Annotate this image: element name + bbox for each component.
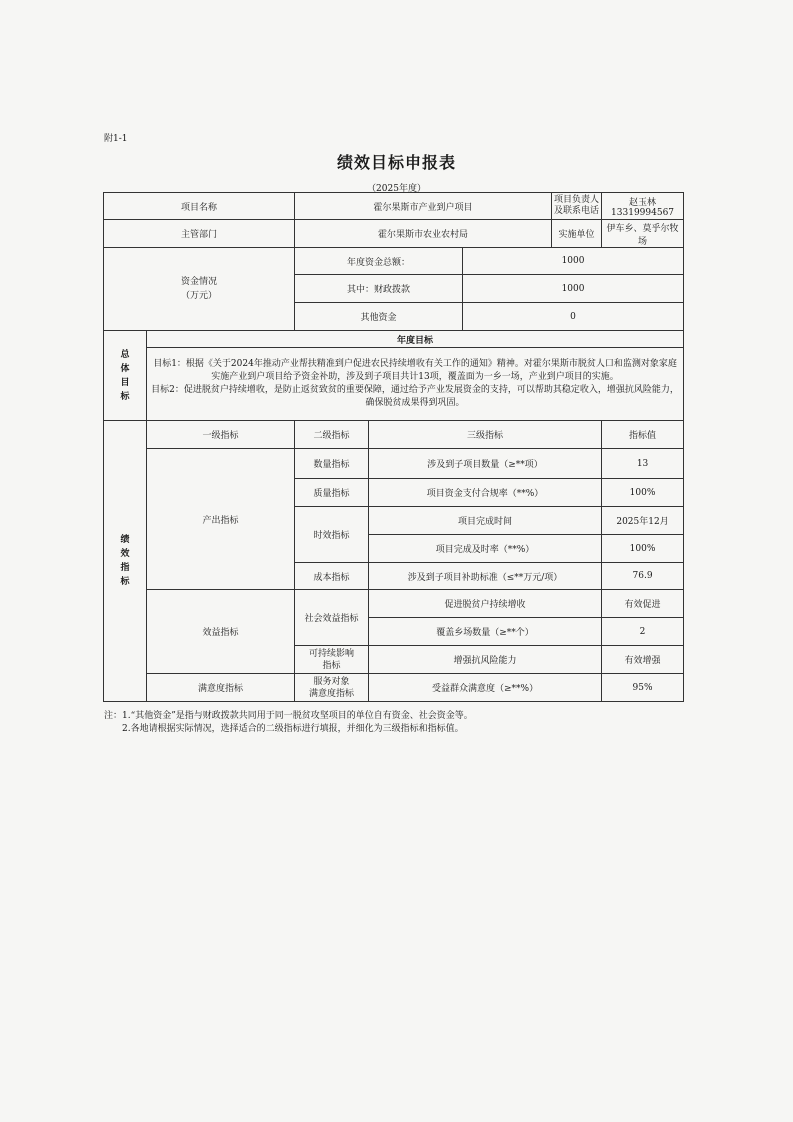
social-item-1: 促进脱贫户持续增收: [369, 590, 602, 618]
header-level1: 一级指标: [147, 421, 295, 449]
funds-row-total: [104, 248, 684, 275]
goals-text: [147, 348, 684, 421]
leader-label: 项目负责人及联系电话: [552, 193, 602, 220]
info-row-dept: [104, 220, 684, 248]
funds-total-label: 年度资金总额：: [295, 248, 463, 275]
indicators-label-text: 绩 效 指 标: [120, 535, 130, 587]
impl-label: 实施单位: [552, 220, 602, 248]
satisfaction-indicator-label: 满意度指标: [147, 674, 295, 702]
output-indicator-label: 产出指标: [147, 449, 295, 590]
service-item: 受益群众满意度（≥**%）: [369, 674, 602, 702]
goals-header-row: [104, 331, 684, 348]
funds-fiscal-label: 其中：财政拨款: [295, 275, 463, 303]
indicators-label: [104, 421, 147, 702]
goal-1-text: 目标1：根据《关于2024年推动产业帮扶精准到户促进农民持续增收有关工作的通知》精神。对霍尔果斯市脱贫人口和监测对象家庭实施产业到户项目给予资金补助，涉及到子项目共计13项，覆盖面为一乡一场，产业到户项目的实施。: [153, 359, 677, 382]
performance-target-table: [103, 192, 684, 702]
goals-text-row: [104, 348, 684, 421]
notes: [104, 710, 473, 736]
leader-value: 赵玉林13319994567: [602, 193, 684, 220]
header-level3: 三级指标: [369, 421, 602, 449]
indicator-row-quantity: [104, 449, 684, 479]
goal-2-text: 目标2：促进脱贫户持续增收，是防止返贫致贫的重要保障，通过给予产业发展资金的支持，可以帮助其稳定收入，增强抗风险能力，确保脱贫成果得到巩固。: [151, 385, 679, 408]
funds-label: [104, 248, 295, 331]
goals-header: 年度目标: [147, 331, 684, 348]
quality-value: 100%: [602, 479, 684, 507]
quality-item: 项目资金支付合规率（**%）: [369, 479, 602, 507]
social-item-2: 覆盖乡场数量（≥**个）: [369, 618, 602, 646]
social-value-2: 2: [602, 618, 684, 646]
note-1: 注：1.“其他资金”是指与财政拨款共同用于同一脱贫攻坚项目的单位自有资金、社会资金等。: [104, 711, 473, 721]
service-label-text: 服务对象 满意度指标: [309, 676, 355, 699]
indicator-row-satisfaction: [104, 674, 684, 702]
sustain-label-text: 可持续影响 指标: [309, 648, 355, 671]
info-row-project: [104, 193, 684, 220]
service-label: [295, 674, 369, 702]
quantity-value: 13: [602, 449, 684, 479]
form-year: （2025年度）: [367, 184, 426, 194]
social-value-1: 有效促进: [602, 590, 684, 618]
time-value-2: 100%: [602, 535, 684, 563]
quantity-item: 涉及到子项目数量（≥**项）: [369, 449, 602, 479]
header-value: 指标值: [602, 421, 684, 449]
quantity-label: 数量指标: [295, 449, 369, 479]
social-label: 社会效益指标: [295, 590, 369, 646]
header-level2: 二级指标: [295, 421, 369, 449]
quality-label: 质量指标: [295, 479, 369, 507]
funds-label-text: 资金情况 （万元）: [181, 277, 218, 301]
funds-other-value: 0: [463, 303, 684, 331]
benefit-indicator-label: 效益指标: [147, 590, 295, 674]
time-label: 时效指标: [295, 507, 369, 563]
project-name-label: 项目名称: [104, 193, 295, 220]
note-2: 2.各地请根据实际情况，选择适合的二级指标进行填报，并细化为三级指标和指标值。: [122, 724, 464, 734]
cost-item: 涉及到子项目补助标准（≤**万元/项）: [369, 563, 602, 590]
dept-value: 霍尔果斯市农业农村局: [295, 220, 552, 248]
funds-other-label: 其他资金: [295, 303, 463, 331]
cost-label: 成本指标: [295, 563, 369, 590]
time-item-1: 项目完成时间: [369, 507, 602, 535]
service-value: 95%: [602, 674, 684, 702]
goals-label: [104, 331, 147, 421]
indicator-row-social-1: [104, 590, 684, 618]
cost-value: 76.9: [602, 563, 684, 590]
funds-fiscal-value: 1000: [463, 275, 684, 303]
dept-label: 主管部门: [104, 220, 295, 248]
attachment-label: 附1-1: [104, 134, 128, 144]
time-item-2: 项目完成及时率（**%）: [369, 535, 602, 563]
indicator-header-row: [104, 421, 684, 449]
sustain-value: 有效增强: [602, 646, 684, 674]
form-title: 绩效目标申报表: [336, 153, 456, 172]
sustain-label: [295, 646, 369, 674]
project-name-value: 霍尔果斯市产业到户项目: [295, 193, 552, 220]
funds-total-value: 1000: [463, 248, 684, 275]
goals-label-text: 总 体 目 标: [120, 349, 130, 402]
sustain-item: 增强抗风险能力: [369, 646, 602, 674]
time-value-1: 2025年12月: [602, 507, 684, 535]
impl-value: 伊车乡、莫乎尔牧场: [602, 220, 684, 248]
